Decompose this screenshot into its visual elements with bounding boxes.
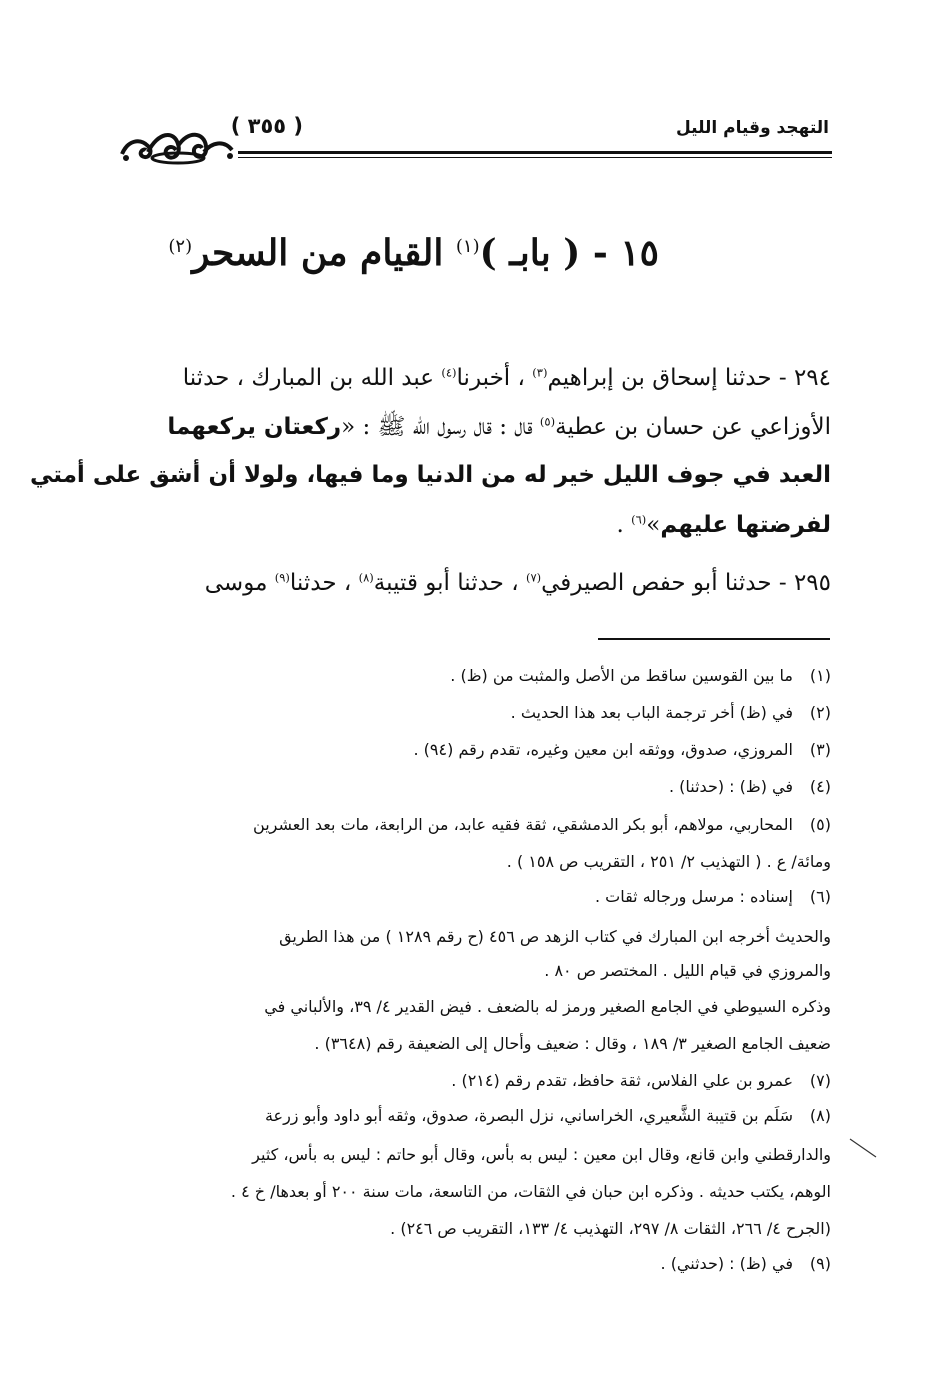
footnote-text: ضعيف الجامع الصغير ٣/ ١٨٩ ، وقال : ضعيف وأحال إلى الضعيفة رقم (٣٦٤٨) .	[314, 1034, 831, 1053]
hadith-294-line-4: لفرضتها عليهم»$^{(٦)}$ .	[616, 512, 831, 538]
footnote-text: ومائة/ ع . ( التهذيب ٢/ ٢٥١ ، التقريب ص ١٥٨ ) .	[506, 852, 831, 871]
ornament-icon	[118, 122, 236, 166]
chapter-title-text: القيام من السحر	[192, 232, 444, 274]
page-number: ( ٣٥٥ )	[230, 114, 303, 138]
running-title: التهجد وقيام الليل	[675, 118, 829, 138]
footnote-number: (٣)	[809, 740, 831, 759]
footnote-text: الوهم، يكتب حديثه . وذكره ابن حبان في الثقات، من التاسعة، مات سنة ٢٠٠ أو بعدها/ خ ٤ .	[230, 1182, 831, 1201]
footnote-number: (٤)	[809, 777, 831, 796]
hadith-295-line-1: ٢٩٥ - حدثنا أبو حفص الصيرفي$^{(٧)}$ ، حدثنا أبو قتيبة$^{(٨)}$ ، حدثنا$^{(٩)}$ موسى	[204, 570, 831, 596]
footnote-number: (٥)	[809, 815, 831, 834]
footnote-text: سَلَم بن قتيبة الشَّعيري، الخراساني، نزل البصرة، صدوق، وثقه أبو داود وأبو زرعة	[264, 1106, 793, 1125]
footnote-number: (٧)	[809, 1071, 831, 1090]
footnote-text: والحديث أخرجه ابن المبارك في كتاب الزهد ص ٤٥٦ (ح رقم ١٢٨٩ ) من هذا الطريق	[279, 927, 831, 946]
footnote-text: في (ظ) أخر ترجمة الباب بعد هذا الحديث .	[510, 703, 793, 722]
footnote-text: والدارقطني وابن قانع، وقال ابن معين : ليس به بأس، وقال أبو حاتم : ليس به بأس، كثير	[252, 1145, 831, 1164]
footnote-text: في (ظ) : (حدثني) .	[660, 1254, 793, 1273]
footnote-number: (٢)	[809, 703, 831, 722]
hadith-294-line-1: ٢٩٤ - حدثنا إسحاق بن إبراهيم$^{(٣)}$ ، أخبرنا$^{(٤)}$ عبد الله بن المبارك ، حدثنا	[182, 365, 831, 391]
header-rule-thin	[238, 157, 832, 158]
chapter-title	[168, 232, 659, 274]
footnote-number: (٦)	[809, 887, 831, 906]
footnote-separator	[598, 638, 830, 640]
footnote-number: (٩)	[809, 1254, 831, 1273]
footnote-ref: (١)	[455, 236, 480, 257]
footnote-text: إسناده : مرسل ورجاله ثقات .	[594, 887, 793, 906]
pen-stroke-mark	[848, 1137, 878, 1159]
hadith-294-line-3: العبد في جوف الليل خير له من الدنيا وما فيها، ولولا أن أشق على أمتي	[30, 462, 831, 488]
footnote-number: (٨)	[809, 1106, 831, 1125]
footnote-ref: (٢)	[168, 236, 193, 257]
footnote-text: وذكره السيوطي في الجامع الصغير ورمز له بالضعف . فيض القدير ٤/ ٣٩، والألباني في	[264, 997, 831, 1016]
footnote-text: عمرو بن علي الفلاس، ثقة حافظ، تقدم رقم (٢١٤) .	[451, 1071, 793, 1090]
footnote-text: في (ظ) : (حدثنا) .	[668, 777, 793, 796]
footnote-text: المحاربي، مولاهم، أبو بكر الدمشقي، ثقة فقيه عابد، من الرابعة، مات بعد العشرين	[253, 815, 793, 834]
footnote-text: (الجرح ٤/ ٢٦٦، الثقات ٨/ ٢٩٧، التهذيب ٤/ ١٣٣، التقريب ص ٢٤٦) .	[390, 1219, 831, 1238]
footnote-text: والمروزي في قيام الليل . المختصر ص ٨٠ .	[544, 961, 831, 980]
footnote-number: (١)	[809, 666, 831, 685]
chapter-number: ١٥ - ( بابـ )	[479, 232, 659, 274]
footnote-text: ما بين القوسين ساقط من الأصل والمثبت من (ظ) .	[450, 666, 793, 685]
footnote-text: المروزي، صدوق، ووثقه ابن معين وغيره، تقدم رقم (٩٤) .	[413, 740, 793, 759]
hadith-294-line-2: الأوزاعي عن حسان بن عطية$^{(٥)}$ قال : قال رسول الله ﷺ : «ركعتان يركعهما	[167, 414, 831, 440]
header-rule	[238, 151, 832, 154]
